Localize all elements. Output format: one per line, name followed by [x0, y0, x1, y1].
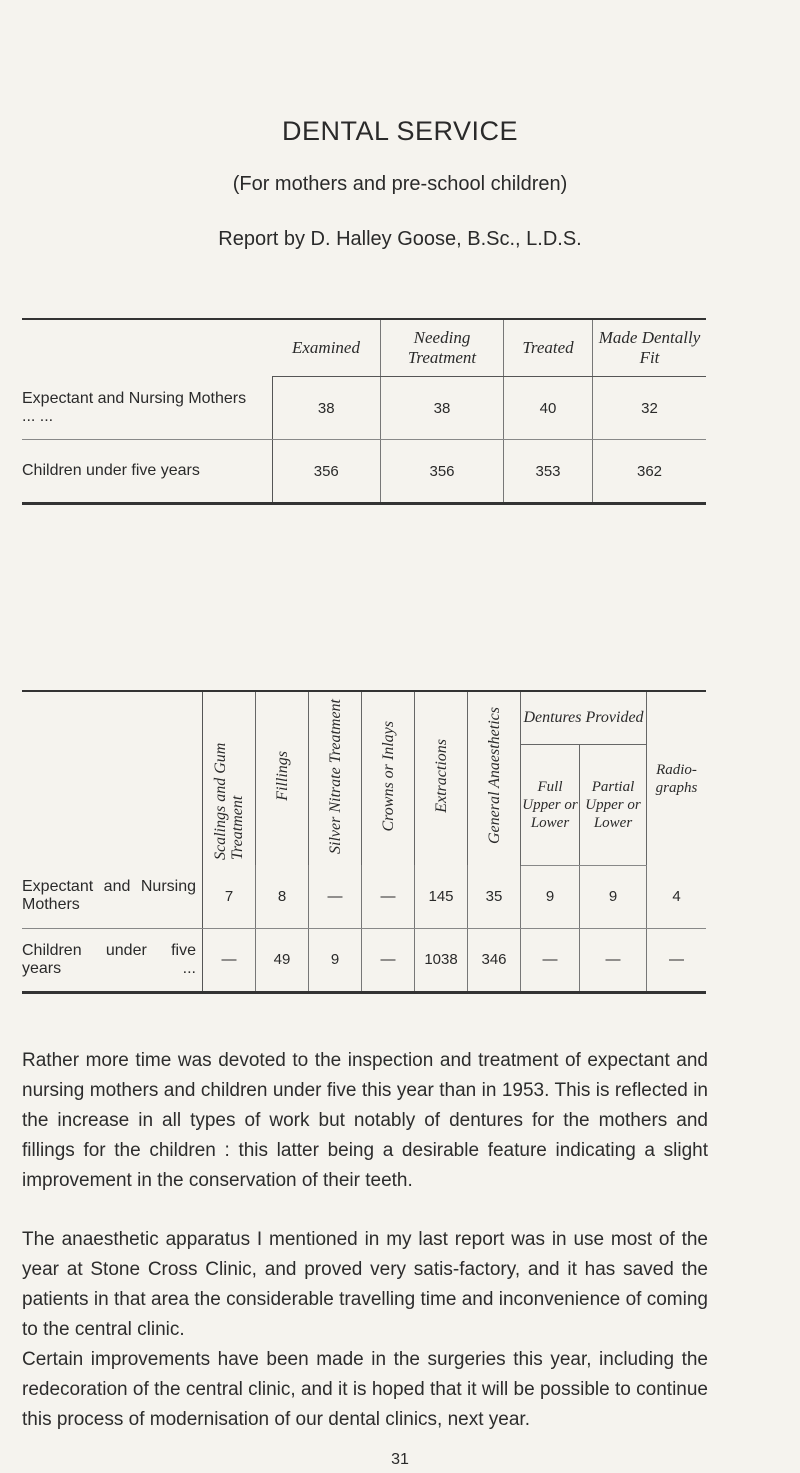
cell-value: 1038: [415, 928, 468, 992]
col-partial-dentures: Partial Upper or Lower: [580, 744, 647, 865]
cell-value: —: [362, 865, 415, 928]
summary-table: [22, 318, 706, 505]
cell-value: 356: [381, 440, 504, 504]
col-treated: Treated: [504, 319, 593, 377]
cell-value: —: [521, 928, 580, 992]
row-label: Children under five years ...: [22, 928, 203, 992]
cell-value: 353: [504, 440, 593, 504]
cell-value: 35: [468, 865, 521, 928]
table-row: [22, 928, 706, 992]
row-label: Expectant and Nursing Mothers: [22, 865, 203, 928]
col-radiographs: Radio-graphs: [655, 761, 698, 796]
col-silver-nitrate: Silver Nitrate Treatment: [309, 691, 362, 865]
summary-table-header: [22, 319, 706, 377]
body-paragraph: Rather more time was devoted to the inspection and treatment of expectant and nursing mothers and children under five this year than in 1953. This is reflected in the increase in all types of work but notably of dentures for the mothers and fillings for the children : this latter being a desirable feature indicating a slight improvement in the conservation of their teeth.: [22, 1050, 708, 1191]
col-scalings: Scalings and Gum Treatment: [203, 691, 256, 865]
cell-value: 40: [504, 377, 593, 440]
row-label: Children under five years: [22, 440, 272, 504]
col-examined: Examined: [272, 319, 381, 377]
cell-value: 9: [309, 928, 362, 992]
treatment-corner-cell: [22, 691, 203, 865]
cell-value: 32: [593, 377, 707, 440]
treatment-table: [22, 690, 706, 994]
cell-value: 356: [272, 440, 381, 504]
cell-value: —: [580, 928, 647, 992]
table-row: [22, 865, 706, 928]
cell-value: 8: [256, 865, 309, 928]
row-label: Expectant and Nursing Mothers ... ...: [22, 377, 272, 440]
table-row: [22, 377, 706, 440]
col-made-dentally-fit: Made Dentally Fit: [593, 319, 707, 377]
cell-value: 38: [272, 377, 381, 440]
cell-value: 9: [580, 865, 647, 928]
page-subtitle: (For mothers and pre-school children): [232, 173, 568, 195]
cell-value: 4: [647, 865, 707, 928]
page-number: 31: [391, 1451, 409, 1468]
col-extractions: Extractions: [415, 691, 468, 865]
body-paragraph: Certain improvements have been made in the surgeries this year, including the redecoration of the central clinic, and it is hoped that it will be possible to continue this process of modernisation of our dental clinics, next year.: [22, 1349, 708, 1430]
col-needing-treatment: Needing Treatment: [381, 319, 504, 377]
col-general-anaesthetics: General Anaesthetics: [468, 691, 521, 865]
col-full-dentures: Full Upper or Lower: [521, 744, 580, 865]
cell-value: 49: [256, 928, 309, 992]
cell-value: 7: [203, 865, 256, 928]
report-author: Report by D. Halley Goose, B.Sc., L.D.S.: [218, 228, 582, 250]
col-crowns-inlays: Crowns or Inlays: [362, 691, 415, 865]
cell-value: 38: [381, 377, 504, 440]
cell-value: 346: [468, 928, 521, 992]
col-dentures-provided: Dentures Provided: [521, 691, 647, 744]
page-title: DENTAL SERVICE: [281, 116, 519, 146]
cell-value: —: [203, 928, 256, 992]
body-paragraph: The anaesthetic apparatus I mentioned in my last report was in use most of the year at Stone Cross Clinic, and proved very satis-factory, and it has saved the patients in that area the considerable travelling time and inconvenience of coming to the central clinic.: [22, 1229, 708, 1340]
col-fillings: Fillings: [256, 691, 309, 865]
summary-corner-cell: [22, 319, 272, 377]
cell-value: 362: [636, 462, 663, 480]
treatment-table-header: [22, 691, 706, 744]
table-row: [22, 440, 706, 504]
cell-value: —: [362, 928, 415, 992]
cell-value: —: [309, 865, 362, 928]
cell-value: 9: [521, 865, 580, 928]
cell-value: 145: [415, 865, 468, 928]
cell-value: —: [669, 951, 684, 968]
